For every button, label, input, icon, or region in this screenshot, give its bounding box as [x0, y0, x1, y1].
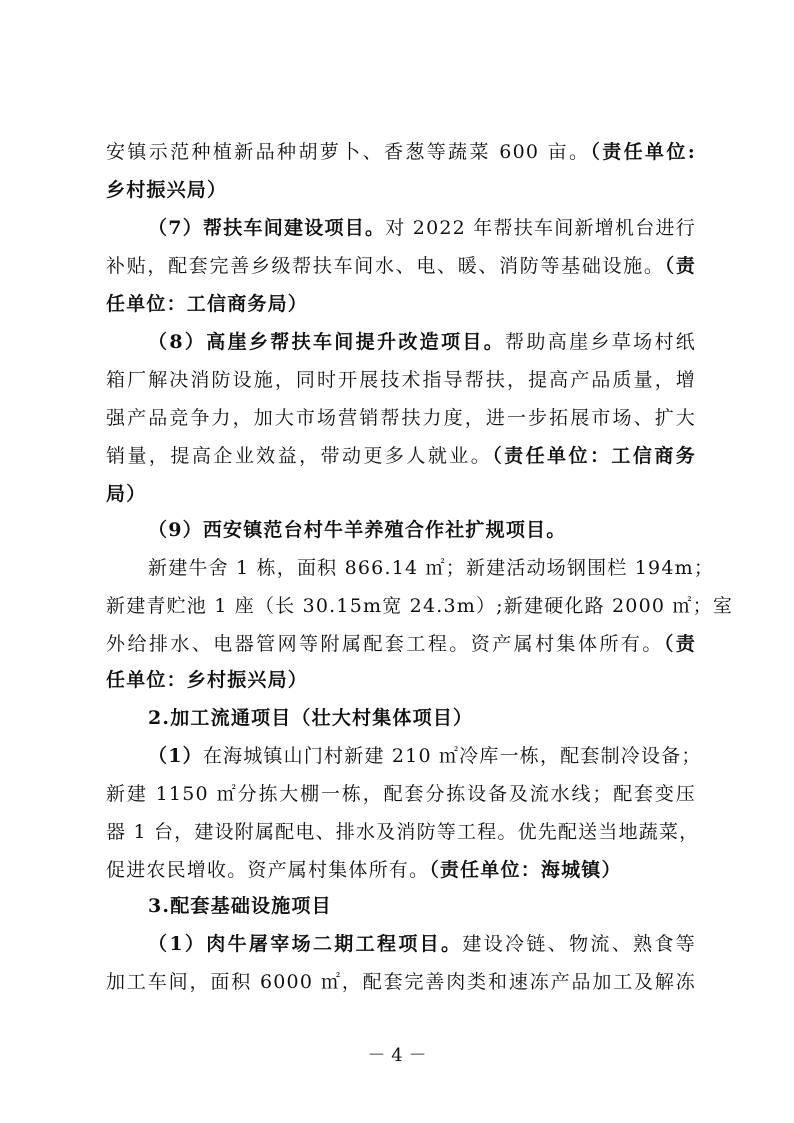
- page-number: － 4 －: [367, 1045, 427, 1066]
- line-5: 任单位：工信商务局）: [106, 293, 309, 315]
- line-20: 促进农民增收。资产属村集体所有。（责任单位：海城镇）: [106, 859, 622, 881]
- line-14: 外给排水、电器管网等附属配套工程。资产属村集体所有。（责: [106, 633, 696, 655]
- line-3: （7）帮扶车间建设项目。对 2022 年帮扶车间新增机台进行: [148, 217, 696, 239]
- line-19: 器 1 台，建设附属配电、排水及消防等工程。优先配送当地蔬菜，: [106, 821, 700, 843]
- section-heading-2: 2.加工流通项目（壮大村集体项目）: [148, 707, 474, 729]
- line-2: 乡村振兴局）: [106, 179, 228, 201]
- line-1: 安镇示范种植新品种胡萝卜、香葱等蔬菜 600 亩。（责任单位:: [106, 141, 696, 163]
- line-10: 局）: [106, 483, 147, 505]
- line-13: 新建青贮池 1 座（长 30.15m宽 24.3m）;新建硬化路 2000 ㎡；室: [106, 595, 734, 617]
- line-18: 新建 1150 ㎡分拣大棚一栋，配套分拣设备及流水线；配套变压: [106, 783, 696, 805]
- line-9: 销量，提高企业效益，带动更多人就业。（责任单位：工信商务: [106, 445, 696, 467]
- section-heading-3: 3.配套基础设施项目: [148, 895, 332, 917]
- line-12: 新建牛舍 1 栋，面积 866.14 ㎡；新建活动场钢围栏 194m；: [148, 557, 715, 579]
- line-15: 任单位：乡村振兴局）: [106, 669, 309, 691]
- line-7: 箱厂解决消防设施，同时开展技术指导帮扶，提高产品质量，增: [106, 369, 696, 391]
- line-17: （1）在海城镇山门村新建 210 ㎡冷库一栋，配套制冷设备；: [148, 745, 702, 767]
- line-6: （8）高崖乡帮扶车间提升改造项目。帮助高崖乡草场村纸: [148, 331, 696, 353]
- line-8: 强产品竞争力，加大市场营销帮扶力度，进一步拓展市场、扩大: [106, 407, 696, 429]
- line-11: （9）西安镇范台村牛羊养殖合作社扩规项目。: [148, 519, 567, 541]
- line-4: 补贴，配套完善乡级帮扶车间水、电、暖、消防等基础设施。（责: [106, 255, 696, 277]
- line-22: （1）肉牛屠宰场二期工程项目。建设冷链、物流、熟食等: [148, 933, 696, 955]
- line-23: 加工车间，面积 6000 ㎡，配套完善肉类和速冻产品加工及解冻: [106, 971, 696, 993]
